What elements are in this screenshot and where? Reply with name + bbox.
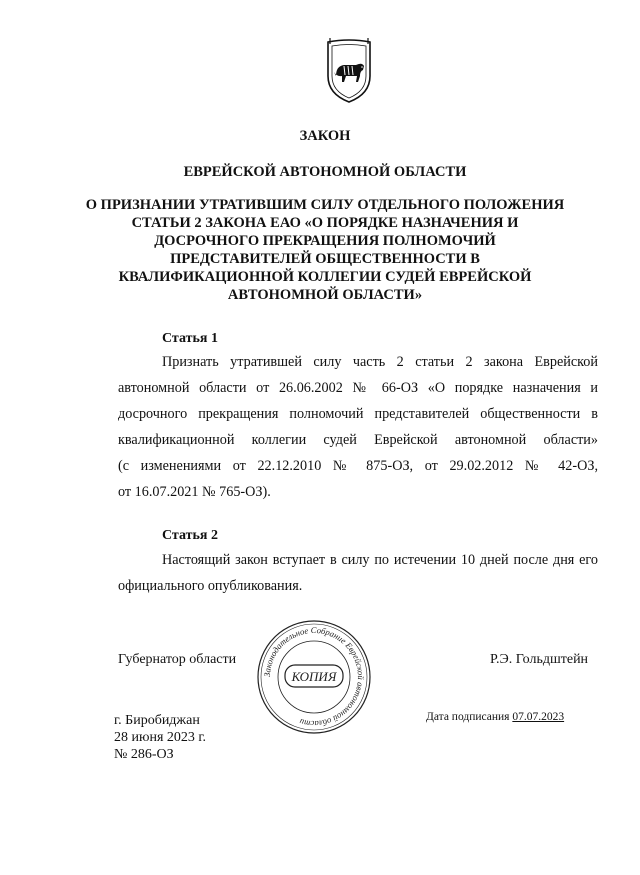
article-1-heading: Статья 1 <box>162 331 218 346</box>
signatory-name: Р.Э. Гольдштейн <box>490 652 589 667</box>
signing-date-label: Дата подписания <box>426 711 510 723</box>
law-title-line: АВТОНОМНОЙ ОБЛАСТИ» <box>227 287 423 303</box>
article-1-line: Признать утратившей силу часть 2 статьи 2 закона Еврейской <box>162 354 598 370</box>
law-title <box>60 196 590 304</box>
article-1-line: досрочного прекращения полномочий представителей общественности в <box>118 406 598 422</box>
article-2-line: официального опубликования. <box>118 578 303 594</box>
law-title-line: ПРЕДСТАВИТЕЛЕЙ ОБЩЕСТВЕННОСТИ В <box>170 251 480 267</box>
region-heading: ЕВРЕЙСКОЙ АВТОНОМНОЙ ОБЛАСТИ <box>183 164 467 180</box>
stamp-ring-text: Законодательное Собрание Еврейской автономной области <box>261 624 367 730</box>
article-1-line: автономной области от 26.06.2002 № 66-ОЗ «О порядке назначения и <box>118 380 598 396</box>
stamp-center-text: КОПИЯ <box>291 669 337 684</box>
article-1-line: (с изменениями от 22.12.2010 № 875-ОЗ, от 29.02.2012 № 42-ОЗ, <box>118 458 598 474</box>
official-stamp-seal <box>254 617 374 737</box>
law-title-line: СТАТЬИ 2 ЗАКОНА ЕАО «О ПОРЯДКЕ НАЗНАЧЕНИЯ И <box>131 215 519 231</box>
date-of-adoption: 28 июня 2023 г. <box>114 730 207 745</box>
law-title-line: КВАЛИФИКАЦИОННОЙ КОЛЛЕГИИ СУДЕЙ ЕВРЕЙСКОЙ <box>118 269 532 285</box>
law-number: № 286-ОЗ <box>114 747 174 762</box>
place-of-signing: г. Биробиджан <box>114 713 200 728</box>
article-1-line: квалификационной коллегии судей Еврейской автономной области» <box>118 432 598 448</box>
article-2-heading: Статья 2 <box>162 528 218 543</box>
signatory-position: Губернатор области <box>118 652 237 667</box>
law-title-line: О ПРИЗНАНИИ УТРАТИВШИМ СИЛУ ОТДЕЛЬНОГО ПОЛОЖЕНИЯ <box>85 197 565 213</box>
signing-date-value: 07.07.2023 <box>512 711 565 723</box>
signing-date <box>426 711 564 723</box>
article-2-line: Настоящий закон вступает в силу по истечении 10 дней после дня его <box>162 552 598 568</box>
law-heading: ЗАКОН <box>299 128 351 144</box>
coat-of-arms-tiger-icon <box>322 36 376 106</box>
article-1-line: от 16.07.2021 № 765-ОЗ). <box>118 484 271 500</box>
law-title-line: ДОСРОЧНОГО ПРЕКРАЩЕНИЯ ПОЛНОМОЧИЙ <box>154 233 496 249</box>
